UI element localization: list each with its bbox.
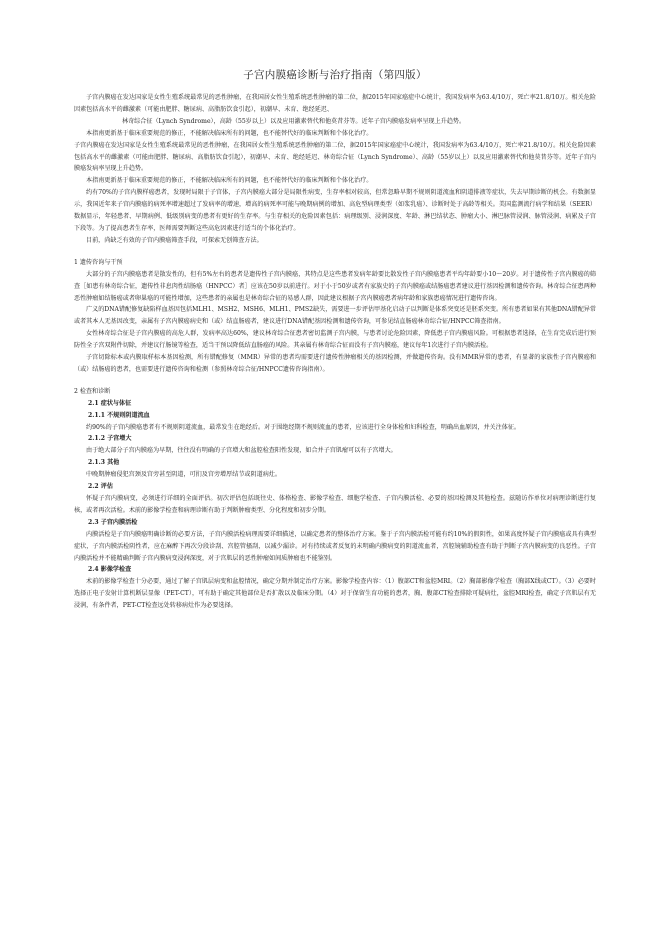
subsection-2-4-heading: 2.4 影像学检查 — [88, 566, 132, 574]
section-spacer — [74, 376, 596, 386]
intro-paragraph-1: 子宫内膜癌在发达国家是女性生殖系统最常见的恶性肿瘤，在我国居女性生殖系统恶性肿瘤的第二位，据2015年国家癌症中心统计，我国发病率为63.4/10万，死亡率21.8/10万。相关危险因素包括高水平的雌激素（可能由肥胖、糖尿病、高脂肪饮食引起），初潮早、未育、绝经延迟、 — [74, 94, 596, 113]
subsection-2-1-2-paragraph: 由于绝大部分子宫内膜癌为早期，往往没有明确的子宫增大和盆腔检查阳性发现，如合并子宫肌瘤可以有子宫增大。 — [86, 447, 397, 455]
intro-paragraph-3: 子宫内膜癌在发达国家是女性生殖系统最常见的恶性肿瘤，在我国居女性生殖系统恶性肿瘤的第二位，据2015年国家癌症中心统计，我国发病率为63.4/10万，死亡率21.8/10万。相关危险因素包括高水平的雌激素（可能由肥胖、糖尿病、高脂肪饮食引起），初潮早、未育、绝经延迟、林奇综合征（Lynch Syndrome）、高龄（55岁以上）以及应用激素替代和他莫昔芬等。近年子宫内膜癌发病率呈现上升趋势。 — [74, 141, 596, 173]
section-1-paragraph-2: 广义的DNA错配修复缺陷样血基因包括MLH1、MSH2、MSH6、MLH1、PMS2缺失，需要进一步评估甲基化启动子以判断是体系突变还是胚系突变。所有患者如果有其他DNA错配异常或者其本人无基因改变，亲属有子宫内膜癌病史和（或）结直肠癌者，建议进行DNA错配基因检测和遗传咨询，可参见结直肠癌林奇综合征/HNPCC筛查指南。 — [74, 306, 596, 326]
subsection-2-1-1-paragraph: 约90%的子宫内膜癌患者有不规则阴道流血，最常发生在绝经后。对于围绝经期不规则流血的患者，应该进行全身体检和妇科检查，明确出血原因，并关注体征。 — [86, 423, 521, 431]
intro-paragraph-4: 本指南更新基于临床重要规范的修正，不能解决临床所有的问题，也不能替代好的临床判断和个体化治疗。 — [86, 177, 373, 185]
section-spacer — [74, 247, 596, 257]
subsection-2-1-3-heading: 2.1.3 其他 — [88, 459, 120, 467]
subsection-2-3-heading: 2.3 子宫内膜活检 — [88, 518, 138, 526]
subsection-2-3-paragraph: 内膜活检是子宫内膜癌明确诊断的必要方法，子宫内膜活检病理需要详细描述，以确定患者的整体治疗方案。鉴于子宫内膜活检可能有约10%的假阴性，如果高度怀疑子宫内膜癌或具有典型症状，子宫内膜活检阴性者，应在麻醉下再次分段诊刮、宫腔管搔刮，以减少漏诊。对有持续或者反复的未明确内膜病变的阴道流血者，宫腔镜辅助检查有助于判断子宫内膜病变的良恶性。子宫内膜活检并不能精确判断子宫内膜病变浸润深度，对于宫肌层的恶性肿瘤如间质肿瘤也不能鉴别。 — [74, 530, 596, 562]
subsection-2-2-paragraph: 怀疑子宫内膜病变，必须进行详细的全面评估。初次评估包括既往史、体格检查、影像学检查、细胞学检查、子宫内膜活检、必要的基因检测及其他检查。兹随访作单位对病理诊断进行复核，或者再次活检。术前的影像学检查和病理诊断有助于判断肿瘤类型、分化程度和初步分期。 — [74, 495, 596, 514]
intro-paragraph-1-continued: 林奇综合征（Lynch Syndrome），高龄（55岁以上）以及应用激素替代和他莫昔芬等。近年子宫内膜癌发病率呈现上升趋势。 — [122, 117, 466, 125]
subsection-2-1-2-heading: 2.1.2 子宫增大 — [88, 435, 132, 443]
subsection-2-1-3-paragraph: 中晚期肿瘤侵犯宫颈及宫旁甚至阴道，可扪及宫旁增厚结节或阴道病灶。 — [86, 471, 281, 479]
section-1-paragraph-4: 子宫切除标本或内膜取样标本基因检测，所有错配修复（MMR）异常的患者均需要进行遗传性肿瘤相关的基因检测，并做遗传咨询。没有MMR异常的患者，有显著的家族性子宫内膜癌和（或）结肠癌的患者，也需要进行遗传咨询和检测（参照林奇综合征/HNPCC遗传咨询指南）。 — [74, 354, 596, 373]
section-1-paragraph-1: 大部分的子宫内膜癌患者是散发性的，但有5%左右的患者是遗传性子宫内膜癌，其特点是这些患者发病年龄要比散发性子宫内膜癌患者平均年龄要小10～20岁。对于遗传性子宫内膜癌的筛查［如患有林奇综合征，遗传性非息肉性结肠癌（HNPCC）者］应该在50岁以前进行。对于小于50岁或者有家族史的子宫内膜癌或结肠癌患者建议进行基因检测和遗传咨询。林奇综合征患两种恶性肿瘤如结肠癌或者卵巢癌的可能性增加，这些患者的亲属也是林奇综合征的易感人群，因此建议根据子宫内膜癌患者病年龄和家族患癌情况进行遗传咨询。 — [74, 270, 596, 302]
intro-paragraph-2: 本指南更新基于临床重要规范的修正，不能解决临床所有的问题，也不能替代好的临床判断和个体化治疗。 — [86, 129, 373, 137]
subsection-2-1-heading: 2.1 症状与体征 — [88, 399, 132, 407]
section-2-heading: 2 检查和诊断 — [74, 387, 111, 395]
subsection-2-1-1-heading: 2.1.1 不规则阴道流血 — [88, 411, 150, 419]
section-1-paragraph-3: 女性林奇综合征是子宫内膜癌的高危人群，发病率高达60%，建议林奇综合征患者密切监测子宫内膜，与患者讨论危险因素，降低患子宫内膜癌风险。可根据患者选择，在生育完成后进行预防性全子宫双附件切除，并建议行肠镜等检查，适当干预以降低结直肠癌的风险。其亲属有林奇综合征而没有子宫内膜癌，建议每年1次进行子宫内膜活检。 — [74, 330, 596, 350]
section-1-heading: 1 遗传咨询与干预 — [74, 258, 123, 266]
subsection-2-4-paragraph: 术前的影像学检查十分必要，通过了解子宫肌层病变和盆腔情况，确定分期并制定治疗方案。影像学检查内容：（1）腹部CT和盆腔MRI。（2）胸部影像学检查（胸部X线或CT）。（3）必要时选择正电子发射计算机断层显像（PET-CT），可有助于确定其他部位是否扩散以及临床分期。（4）对于保留生育功能的患者，胸、腹部CT检查排除可疑病灶，盆腔MRI检查，确定子宫肌层有无浸润，有条件者，PET-CT检查远处转移病灶作为必要选择。 — [74, 578, 596, 610]
intro-paragraph-5: 约有70%的子宫内膜样癌患者，发现时局限于子宫体，子宫内膜癌大部分是局限性病变，生存率相对较高，但常忽略早期不规则阴道流血和阴道排液等症状，失去早期诊断的机会。有数据显示，我国近年来子宫内膜癌的病死率增速超过了发病率的增速，增高的病死率可能与晚期病例的增加、高危型病理类型（如浆乳癌）、诊断时处于高龄等相关。美国监测流行病学和结果（SEER）数据显示，年轻患者、早期病例、低级别病变的患者有更好的生存率。与生存相关的危险因素包括：病理级别、浸润深度、年龄、淋巴结状态、肿瘤大小、淋巴脉管浸润、脉管浸润、病累及子宫下段等。为了提高患者生存率，医师需要判断这些高危因素进行适当的个体化治疗。 — [74, 189, 596, 232]
subsection-2-2-heading: 2.2 评估 — [88, 483, 113, 491]
intro-paragraph-6: 目前，尚缺乏有效的子宫内膜癌筛查手段，可探索无创筛查方法。 — [86, 236, 263, 244]
document-title: 子宫内膜癌诊断与治疗指南（第四版） — [243, 69, 427, 81]
